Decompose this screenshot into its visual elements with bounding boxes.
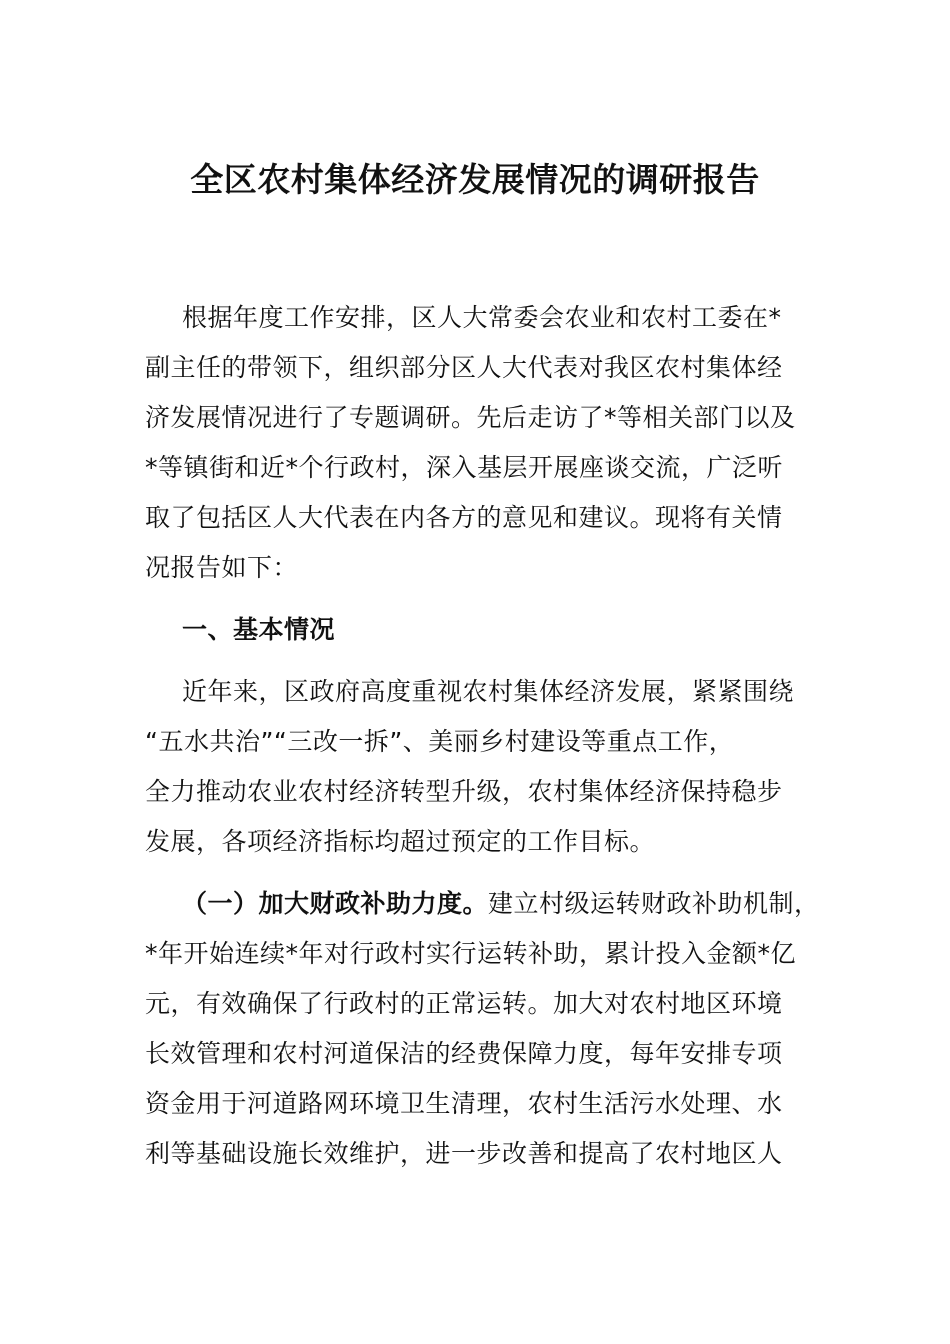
subsection-paragraph-line: *年开始连续*年对行政村实行运转补助，累计投入金额*亿 bbox=[145, 939, 797, 968]
section-paragraph-line: “五水共治”“三改一拆”、美丽乡村建设等重点工作， bbox=[145, 727, 735, 756]
subsection-paragraph-line: 元，有效确保了行政村的正常运转。加大对农村地区环境 bbox=[145, 989, 783, 1018]
subsection-first-line bbox=[182, 884, 825, 924]
intro-paragraph-line: 根据年度工作安排，区人大常委会农业和农村工委在* bbox=[182, 303, 782, 332]
section-paragraph-line: 发展，各项经济指标均超过预定的工作目标。 bbox=[145, 827, 656, 856]
document-title: 全区农村集体经济发展情况的调研报告 bbox=[190, 160, 760, 199]
intro-paragraph-line: 取了包括区人大代表在内各方的意见和建议。现将有关情 bbox=[145, 503, 783, 532]
section-paragraph-line: 近年来，区政府高度重视农村集体经济发展，紧紧围绕 bbox=[182, 677, 795, 706]
intro-paragraph-line: *等镇街和近*个行政村，深入基层开展座谈交流，广泛听 bbox=[145, 453, 784, 482]
intro-paragraph-line: 副主任的带领下，组织部分区人大代表对我区农村集体经 bbox=[145, 353, 783, 382]
subsection-paragraph-line: 利等基础设施长效维护，进一步改善和提高了农村地区人 bbox=[145, 1139, 783, 1168]
subsection-first-line-text: 建立村级运转财政补助机制， bbox=[488, 889, 820, 918]
subsection-paragraph-line: 资金用于河道路网环境卫生清理，农村生活污水处理、水 bbox=[145, 1089, 783, 1118]
section-heading: 一、基本情况 bbox=[182, 615, 336, 644]
subsection-paragraph-line: 长效管理和农村河道保洁的经费保障力度，每年安排专项 bbox=[145, 1039, 783, 1068]
intro-paragraph-line: 济发展情况进行了专题调研。先后走访了*等相关部门以及 bbox=[145, 403, 796, 432]
subsection-heading: （一）加大财政补助力度。 bbox=[182, 889, 489, 918]
section-paragraph-line: 全力推动农业农村经济转型升级，农村集体经济保持稳步 bbox=[145, 777, 783, 806]
intro-paragraph-line: 况报告如下： bbox=[145, 553, 299, 582]
